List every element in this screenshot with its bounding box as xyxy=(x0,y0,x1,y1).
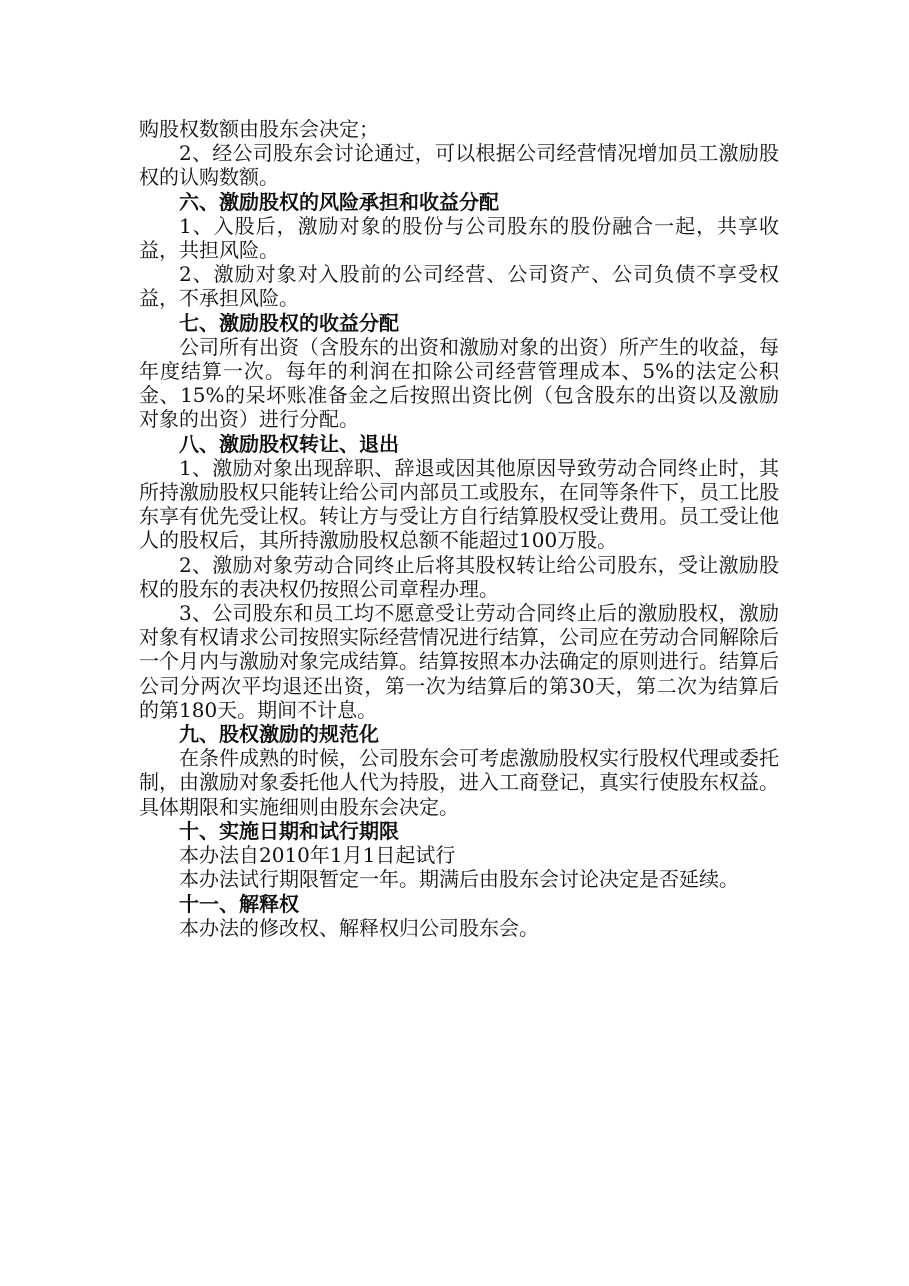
section-heading-11: 十一、解释权 xyxy=(179,891,299,916)
section-heading-7: 七、激励股权的收益分配 xyxy=(179,310,399,335)
section-heading-9: 九、股权激励的规范化 xyxy=(179,722,379,747)
paragraph-6-2: 2、激励对象对入股前的公司经营、公司资产、公司负债不享受权益，不承担风险。 xyxy=(139,262,779,311)
paragraph-10-1: 本办法自2010年1月1日起试行 xyxy=(179,843,456,868)
section-heading-6: 六、激励股权的风险承担和收益分配 xyxy=(179,189,499,214)
paragraph-10-2: 本办法试行期限暂定一年。期满后由股东会讨论决定是否延续。 xyxy=(179,867,739,892)
section-heading-10: 十、实施日期和试行期限 xyxy=(179,818,399,843)
paragraph-11: 本办法的修改权、解释权归公司股东会。 xyxy=(179,915,539,940)
paragraph-8-1: 1、激励对象出现辞职、辞退或因其他原因导致劳动合同终止时，其所持激励股权只能转让给公司内部员工或股东，在同等条件下，员工比股东享有优先受让权。转让方与受让方自行结算股权受让费用。员工受让他人的股权后，其所持激励股权总额不能超过100万股。 xyxy=(139,455,779,553)
paragraph-9: 在条件成熟的时候，公司股东会可考虑激励股权实行股权代理或委托制，由激励对象委托他人代为持股，进入工商登记，真实行使股东权益。具体期限和实施细则由股东会决定。 xyxy=(139,746,779,819)
paragraph-6-1: 1、入股后，激励对象的股份与公司股东的股份融合一起，共享收益，共担风险。 xyxy=(139,213,779,263)
paragraph-8-2: 2、激励对象劳动合同终止后将其股权转让给公司股东，受让激励股权的股东的表决权仍按照公司章程办理。 xyxy=(139,552,779,601)
document-page xyxy=(139,117,779,940)
section-heading-8: 八、激励股权转让、退出 xyxy=(179,431,399,456)
paragraph-7: 公司所有出资（含股东的出资和激励对象的出资）所产生的收益，每年度结算一次。每年的利润在扣除公司经营管理成本、5%的法定公积金、15%的呆坏账准备金之后按照出资比例（包含股东的出资以及激励对象的出资）进行分配。 xyxy=(139,334,779,432)
paragraph-continuation: 购股权数额由股东会决定； xyxy=(139,117,379,141)
paragraph-8-3: 3、公司股东和员工均不愿意受让劳动合同终止后的激励股权，激励对象有权请求公司按照实际经营情况进行结算，公司应在劳动合同解除后一个月内与激励对象完成结算。结算按照本办法确定的原则进行。结算后公司分两次平均退还出资，第一次为结算后的第30天，第二次为结算后的第180天。期间不计息。 xyxy=(139,601,779,722)
paragraph-5-2: 2、经公司股东会讨论通过，可以根据公司经营情况增加员工激励股权的认购数额。 xyxy=(139,141,779,190)
